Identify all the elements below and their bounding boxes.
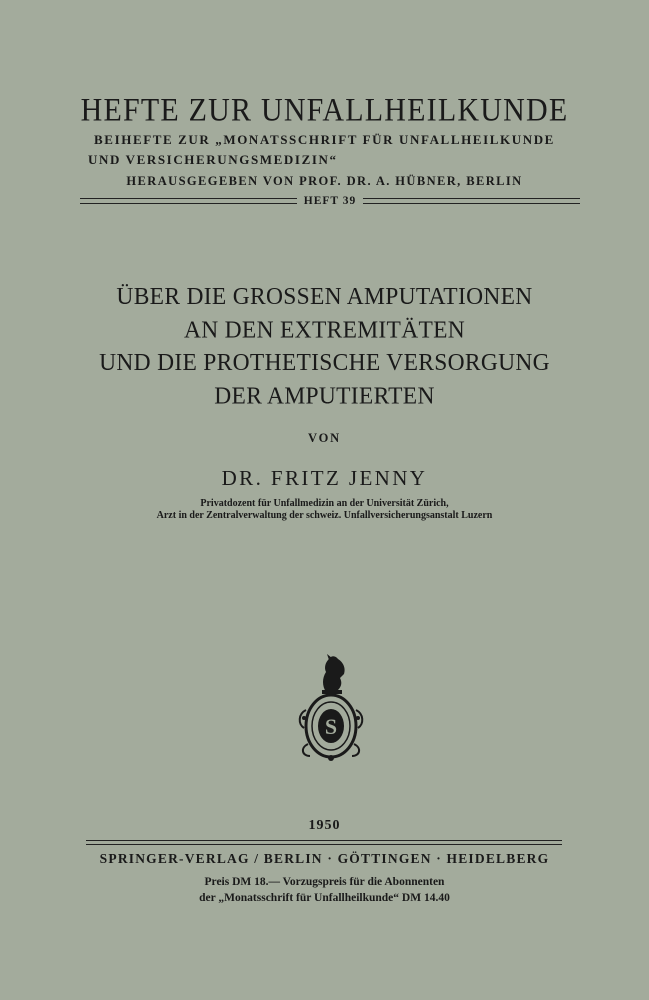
author-affiliation-line2: Arzt in der Zentralverwaltung der schweiz. Unfallversicherungsanstalt Luzern	[156, 510, 493, 521]
double-rule-right	[363, 198, 580, 204]
publisher-line: SPRINGER-VERLAG / BERLIN · GÖTTINGEN · HEIDELBERG	[99, 851, 550, 866]
price-line2: der „Monatsschrift für Unfallheilkunde“ DM 14.40	[199, 892, 450, 904]
series-subtitle-line1: BEIHEFTE ZUR „MONATSSCHRIFT FÜR UNFALLHEILKUNDE	[94, 132, 555, 147]
book-title-line: AN DEN EXTREMITÄTEN	[183, 316, 466, 344]
series-subtitle-line2: UND VERSICHERUNGSMEDIZIN“	[88, 152, 338, 167]
by-label: VON	[308, 431, 341, 445]
author-affiliation-line1: Privatdozent für Unfallmedizin an der Universität Zürich,	[200, 498, 449, 509]
author-name: DR. FRITZ JENNY	[221, 466, 428, 490]
series-editor: HERAUSGEGEBEN VON PROF. DR. A. HÜBNER, BERLIN	[126, 174, 523, 188]
issue-rule	[80, 195, 580, 207]
price-line1: Preis DM 18.— Vorzugspreis für die Abonnenten	[204, 876, 445, 888]
book-title	[0, 281, 649, 413]
book-title-line: DER AMPUTIERTEN	[214, 382, 435, 410]
series-title: HEFTE ZUR UNFALLHEILKUNDE	[80, 92, 569, 129]
book-title-line: UND DIE PROTHETISCHE VERSORGUNG	[99, 349, 550, 377]
double-rule-left	[80, 198, 297, 204]
imprint-rule	[86, 840, 562, 845]
issue-number: HEFT 39	[303, 195, 357, 207]
book-title-line: ÜBER DIE GROSSEN AMPUTATIONEN	[116, 282, 533, 311]
springer-horse-logo-icon	[296, 652, 366, 762]
publication-year: 1950	[308, 818, 341, 833]
svg-text:S: S	[324, 714, 338, 739]
